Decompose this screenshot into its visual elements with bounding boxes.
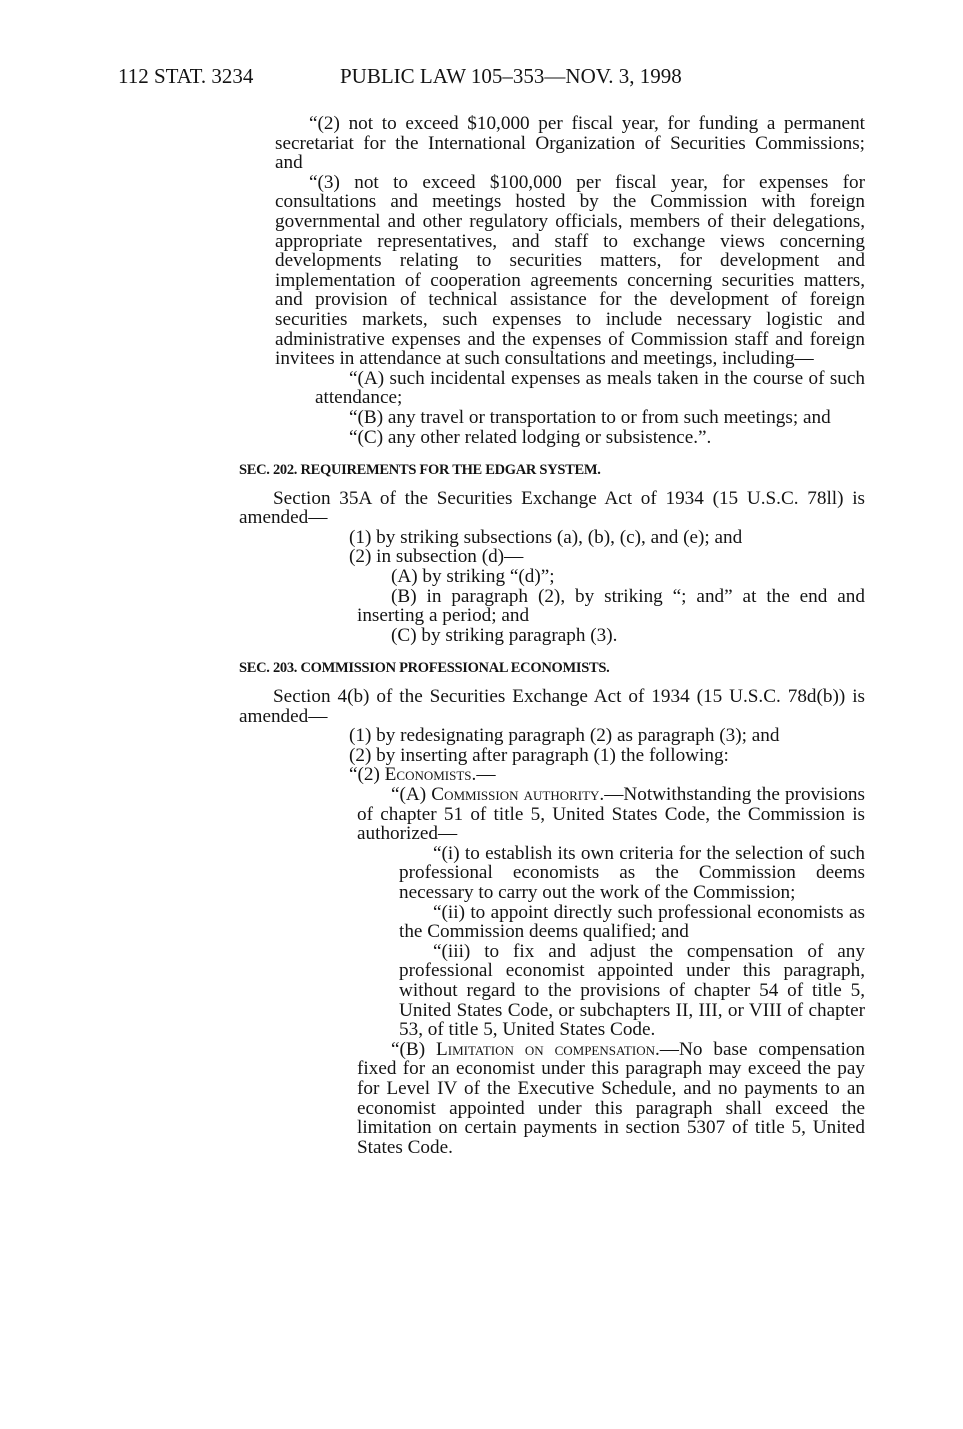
public-law-reference: PUBLIC LAW 105–353—NOV. 3, 1998 — [340, 64, 682, 88]
economists-heading — [315, 765, 865, 785]
section-202-item-2b: (B) in paragraph (2), by striking “; and” at the end and inserting a period; and — [357, 585, 865, 627]
section-202-intro: Section 35A of the Securities Exchange Act of 1934 (15 U.S.C. 78ll) is amended— — [239, 487, 865, 529]
clause-i: “(i) to establish its own criteria for the selection of such professional economists as the Commission deems necessary to carry out the work of the Commission; — [399, 842, 865, 903]
section-202-item-2: (2) in subsection (d)— — [349, 546, 524, 568]
stat-reference: 112 STAT. 3234 — [118, 64, 254, 88]
subparagraph-c: “(C) any other related lodging or subsistence.”. — [349, 426, 712, 448]
commission-authority-heading: “(A) Commission authority.— — [391, 784, 624, 805]
section-203-intro: Section 4(b) of the Securities Exchange Act of 1934 (15 U.S.C. 78d(b)) is amended— — [239, 686, 865, 727]
clause-iii: “(iii) to fix and adjust the compensation of any professional economist appointed under this paragraph, without regard to the provisions of chapter 54 of title 5, United States Code, or subchapters II, III, or VIII of chapter 53, of title 5, United States Code. — [399, 940, 865, 1041]
page-header — [118, 64, 878, 90]
section-202-heading: SEC. 202. REQUIREMENTS FOR THE EDGAR SYSTEM. — [239, 462, 601, 479]
section-203-item-1: (1) by redesignating paragraph (2) as paragraph (3); and — [349, 725, 780, 747]
statute-body — [239, 113, 865, 1158]
commission-authority-body: Notwithstanding the provisions of chapter 51 of title 5, United States Code, the Commission is authorized— — [357, 784, 865, 845]
subparagraph-a: “(A) such incidental expenses as meals taken in the course of such attendance; — [315, 367, 865, 409]
limitation-on-compensation — [357, 1040, 865, 1158]
section-202-item-2a: (A) by striking “(d)”; — [391, 566, 555, 588]
limitation-body: No base compensation fixed for an economist under this paragraph may exceed the pay for Level IV of the Executive Schedule, and no payments to an economist appointed under this paragraph shall exceed the limitation on certain payments in section 5307 of title 5, United States Code. — [357, 1038, 865, 1158]
paragraph-2: “(2) not to exceed $10,000 per fiscal year, for funding a permanent secretariat for the International Organization of Securities Commissions; and — [275, 113, 865, 174]
economists-heading-text: “(2) Economists.— — [349, 764, 496, 786]
paragraph-3: “(3) not to exceed $100,000 per fiscal year, for expenses for consultations and meetings hosted by the Commission with foreign governmental and other regulatory officials, members of their delegations, appropriate representatives, and staff to exchange views concerning developments relating to securities matters, for development and implementation of cooperation agreements concerning securities matters, and provision of technical assistance for the development of foreign securities markets, such expenses to include necessary logistic and administrative expenses and the expenses of Commission staff and foreign invitees in attendance at such consultations and meetings, including— — [275, 171, 865, 370]
section-203-item-2: (2) by inserting after paragraph (1) the following: — [349, 744, 729, 766]
section-202-item-1: (1) by striking subsections (a), (b), (c), and (e); and — [349, 526, 743, 548]
clause-ii: “(ii) to appoint directly such professional economists as the Commission deems qualified; and — [399, 901, 865, 943]
limitation-heading: “(B) Limitation on compensation.— — [391, 1038, 679, 1060]
section-203-heading: SEC. 203. COMMISSION PROFESSIONAL ECONOMISTS. — [239, 660, 610, 677]
subparagraph-b: “(B) any travel or transportation to or from such meetings; and — [349, 406, 831, 428]
section-202-item-2c: (C) by striking paragraph (3). — [391, 624, 618, 646]
commission-authority — [357, 785, 865, 844]
